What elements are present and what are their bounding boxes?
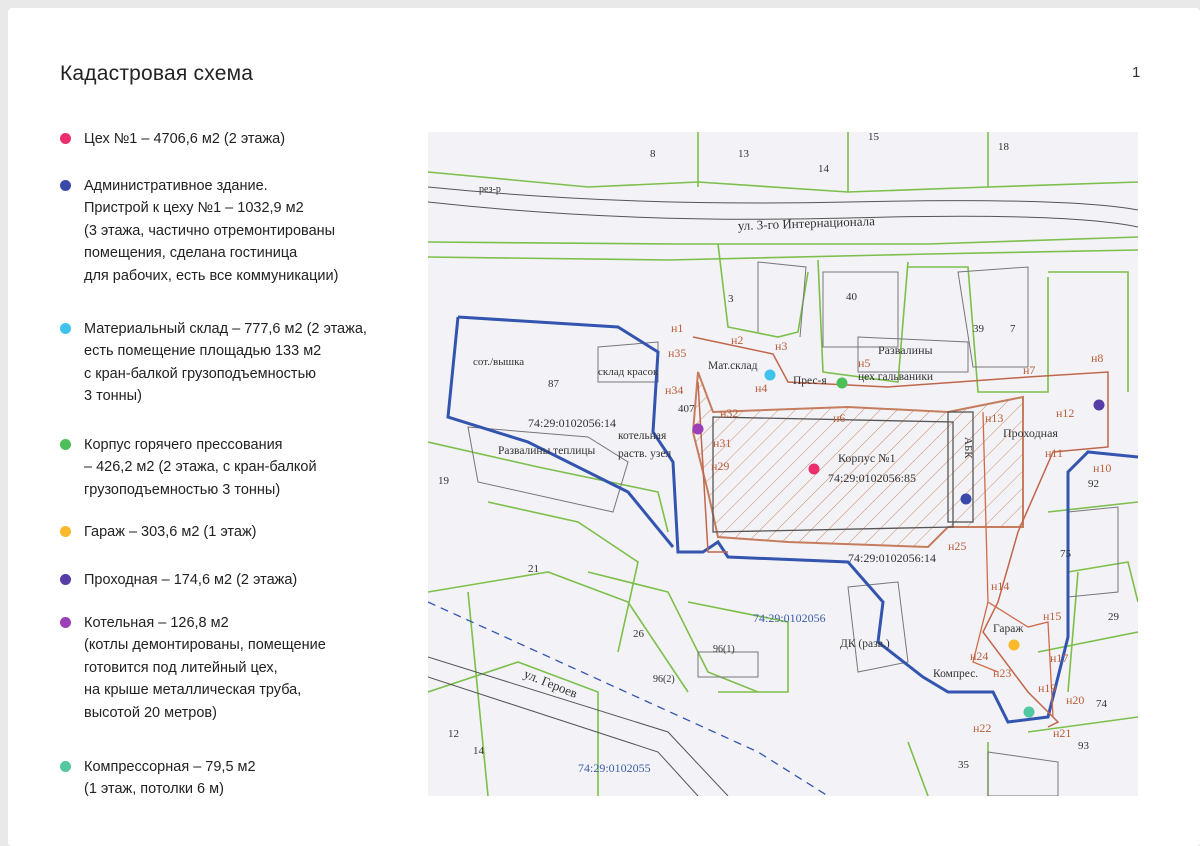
point-label: н1 [671,321,684,335]
legend-line: для рабочих, есть все коммуникации) [84,267,339,284]
street-label-geroev: ул. Героев [521,665,580,701]
point-label: н13 [985,411,1004,425]
hot-pressing-marker [837,378,848,389]
building-label: Компрес. [933,668,979,680]
parcel-number: 19 [438,475,449,487]
legend-line: есть помещение площадью 133 м2 [84,343,322,360]
building-label: Проходная [1003,426,1058,440]
garage-marker [1009,640,1020,651]
parcel-number: 8 [650,148,656,160]
parcel-number: 74 [1096,698,1107,710]
parcel-number: 75 [1060,548,1071,560]
point-label: н11 [1045,446,1063,460]
cyan-dot-icon [60,323,71,334]
legend-line: на крыше металлическая труба, [84,682,302,699]
legend-line: Корпус горячего прессования [84,437,283,453]
parcel-number: 92 [1088,478,1099,490]
point-label: н14 [991,579,1010,593]
legend-line: грузоподъемностью 3 тонны) [84,481,281,498]
legend-line: Компрессорная – 79,5 м2 [84,759,256,775]
parcel-number: 18 [998,141,1009,153]
building-label: склад красок [598,366,659,378]
parcel-number: 40 [846,291,857,303]
page-number: 1 [1132,64,1141,81]
building-label: Мат.склад [708,360,758,372]
legend-line: (1 этаж, потолки 6 м) [84,781,224,798]
legend-line: Административное здание. [84,178,268,194]
legend-line: высотой 20 метров) [84,704,217,721]
point-label: н21 [1053,726,1072,740]
parcel-number: 14 [473,745,484,757]
building-label: ДК (разв.) [840,638,890,650]
parcel-number: 87 [548,378,559,390]
cadastral-number: 74:29:0102055 [578,761,651,775]
point-label: н25 [948,539,967,553]
building-label: Гараж [993,623,1024,635]
legend-line: готовится под литейный цех, [84,659,278,676]
parcel-number: 93 [1078,740,1089,752]
point-label: н19 [1038,681,1057,695]
parcel-number: 14 [818,163,829,175]
point-label: н15 [1043,609,1062,623]
legend-line: с кран-балкой грузоподъемностью [84,365,316,382]
teal-dot-icon [60,761,71,772]
point-label: н3 [775,339,788,353]
legend-line: Пристрой к цеху №1 – 1032,9 м2 [84,200,304,217]
cadastral-number: 74:29:0102056:14 [848,551,937,565]
parcel-number: 7 [1010,323,1016,335]
point-label: н12 [1056,406,1075,420]
indigo-dot-icon [60,574,71,585]
purple-dot-icon [60,617,71,628]
point-label: н17 [1050,651,1069,665]
point-label: н2 [731,333,744,347]
legend-line: – 426,2 м2 (2 этажа, с кран-балкой [84,459,317,476]
building-label: цех гальваники [858,371,934,383]
point-label: н31 [713,436,732,450]
cadastral-map-drawing [428,132,1138,796]
pink-dot-icon [60,133,71,144]
legend-line: 3 тонны) [84,388,142,405]
point-label: н24 [970,649,989,663]
parcel-number: 15 [868,132,879,143]
point-label: н29 [711,459,730,473]
legend-line: (котлы демонтированы, помещение [84,637,326,654]
point-label: н5 [858,356,871,370]
workshop-1-marker [809,464,820,475]
cadastral-map [428,132,1138,796]
point-label: н20 [1066,693,1085,707]
building-label: котельная [618,430,667,442]
compressor-marker [1024,707,1035,718]
point-label: н6 [833,411,846,425]
building-label: раств. узел [618,448,672,460]
slide-page [8,8,1200,846]
parcel-number: 29 [1108,611,1119,623]
building-label: рез-р [479,184,501,195]
cadastral-number: 74:29:0102056 [753,611,826,625]
point-label: н4 [755,381,768,395]
legend-line: (3 этажа, частично отремонтированы [84,222,336,239]
admin-building-marker [961,494,972,505]
legend-line: Котельная – 126,8 м2 [84,615,229,631]
legend-line: Материальный склад – 777,6 м2 (2 этажа, [84,321,367,337]
green-dot-icon [60,439,71,450]
building-label: сот./вышка [473,356,525,368]
building-label: Корпус №1 [838,451,896,465]
point-label: н8 [1091,351,1104,365]
point-label: н34 [665,383,684,397]
parcel-number: 12 [448,728,459,740]
parcel-number: 407 [678,403,695,415]
checkpoint-marker [1094,400,1105,411]
legend-line: Проходная – 174,6 м2 (2 этажа) [84,572,298,588]
parcel-number: 26 [633,628,644,640]
parcel-number: 13 [738,148,749,160]
legend-line: помещения, сделана гостиница [84,245,298,262]
building-label: Прес-я [793,375,827,387]
cadastral-number: 74:29:0102056:85 [828,471,917,485]
page-title: Кадастровая схема [60,62,254,85]
orange-dot-icon [60,526,71,537]
point-label: н35 [668,346,687,360]
parcel-number: 35 [958,759,969,771]
legend-line: Цех №1 – 4706,6 м2 (2 этажа) [84,131,286,147]
point-label: н32 [720,406,739,420]
boiler-room-marker [693,424,704,435]
building-label: Развалины теплицы [498,445,596,457]
point-label: н7 [1023,363,1036,377]
cadastral-number: 74:29:0102056:14 [528,416,617,430]
point-label: н10 [1093,461,1112,475]
parcel-number: 96(1) [713,644,735,655]
parcel-number: 21 [528,563,539,575]
parcel-number: 96(2) [653,674,675,685]
navy-dot-icon [60,180,71,191]
street-label-internationala: ул. 3-го Интернационала [737,213,876,233]
building-label: АБК [962,437,974,459]
parcel-number: 39 [973,323,984,335]
point-label: н23 [993,666,1012,680]
material-warehouse-marker [765,370,776,381]
parcel-number: 3 [728,293,734,305]
building-label: Развалины [878,343,933,357]
point-label: н22 [973,721,992,735]
legend-line: Гараж – 303,6 м2 (1 этаж) [84,524,257,540]
